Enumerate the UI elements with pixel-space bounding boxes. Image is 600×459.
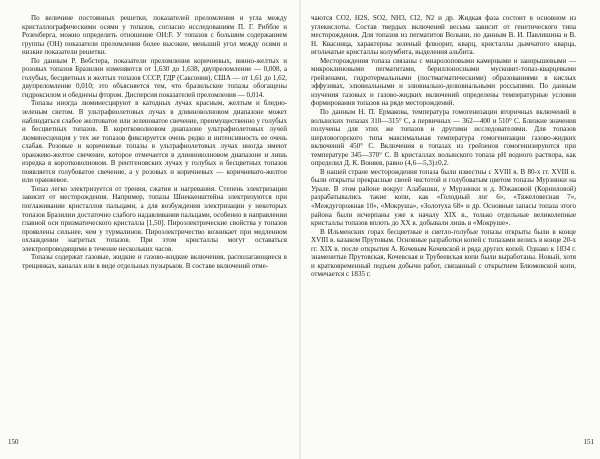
- right-paragraph-3: По данным Н. П. Ермакова, температура гомогенизации вторичных включений в волынских топазах 310—315° С, а первичных — 362—400 и 510° С. Близкие значения получены для этих же топазов и другими исследователями. Для топазов шерловогорского типа максимальная температура гомогенизации газово-жидких включений 450° С. Включения в топазах из грейзенов гомогенизируются при температуре 345—370° С. В кристаллах волынского топаза pH водного раствора, как определил Д. К. Воняев, равно (4,6—5,3)±0,2.: [311, 108, 576, 168]
- left-page-text: [22, 14, 287, 270]
- right-page: [311, 14, 594, 446]
- left-page-number: 150: [8, 438, 19, 446]
- left-paragraph-3: Топазы иногда люминесцируют в катодных лучах красным, желтым и бледно-зеленым светом. В ультрафиолетовых лучах в длинноволновом диапазоне может наблюдаться слабое желтоватое или зеленоватое свечение, преимущественно у голубых и бесцветных топазов. В коротковолновом диапазоне ультрафиолетовых лучей люминесценция у тех же топазов фиксируется очень редко и интенсивность ее очень слабая. Розовые и коричневые топазы в ультрафиолетовых лучах иногда имеют оранжево-желтое свечение, которое отмечается в длинноволновом диапазоне и лишь изредка в коротковолновом. В рентгеновских лучах у голубых и бесцветных топазов появляется голубоватое свечение, а у розовых и коричневых — коричневато-желтое или оранжевое.: [22, 99, 287, 185]
- left-paragraph-4: Топаз легко электризуется от трения, сжатия и нагревания. Степень электризации зависит от месторождения. Например, топазы Шнеккенштейна электризуются при поглаживании кристаллов пальцами, а для возбуждения электризации у некоторых топазов Бразилии достаточно слабого надавливания пальцами, особенно в направлении главной оси призматического кристалла [1,50]. Пироэлектрические свойства у топазов проявлены сильнее, чем у турмалинов. Пироэлектричество возникает при медленном охлаждении нагретых топазов. При этом кристаллы могут оставаться электропроводящими в течение нескольких часов.: [22, 184, 287, 253]
- left-page: [8, 14, 287, 446]
- left-paragraph-1: По величине постоянных решетки, показателей преломления и угла между кристаллографическими осями у топазов, согласно исследованиям П. Г. Риббле и Розенберга, можно определить отношение OH:F. У топазов с большим содержанием группы (OH) показатели преломления более высокие, меньший угол между осями и низкие показатели решетки.: [22, 14, 287, 57]
- right-page-text: [311, 14, 576, 279]
- right-paragraph-5: В Ильменских горах бесцветные и светло-голубые топазы открыты были в конце XVIII в. казаком Прутовым. Основные разработки копей с топазами велись в конце 20-х гг. XIX в. после открытия А. Кочевым Кочевской и ряда других копей. Однако к 1834 г. знаменитые Прутовская, Кочевская и Трубеевская копи были выработаны. Новый, хотя и кратковременный подъем добычи работ, связанный с открытием Блюмовской копи, отмечается с 1835 г.: [311, 227, 576, 279]
- left-paragraph-5: Топазы содержат газовые, жидкие и газово-жидкие включения, располагающиеся в трещинках, каналах или в виде отдельных пузырьков. В составе включений отме-: [22, 253, 287, 270]
- left-paragraph-2: По данным Р. Вебстера, показатели преломления коричневых, винно-желтых и розовых топазов Бразилии изменяются от 1,630 до 1,638, двупреломление — 0,008, а голубых, бесцветных и желтых топазов СССР, ГДР (Саксония), США — от 1,61 до 1,62, двупреломление 0,010; это объясняется тем, что бразильские топазы обогащены гидроксилом и обеднены фтором. Дисперсия показателей преломления — 0,014.: [22, 56, 287, 99]
- book-gutter: [299, 0, 301, 459]
- right-page-number: 151: [583, 438, 594, 446]
- right-paragraph-1: чаются CO2, H2S, SO2, NH3, Cl2, N2 и др. Жидкая фаза состоит в основном из углекислоты. Состав твердых включений весьма зависит от генетического типа месторождения. Для топазов из пегматитов Волыни, по данным В. И. Павлишина и В. Н. Квасница, характерны зеленый флюорит, кварц, кристаллы дымчатого кварца, игольчатые кристаллы колумбита, выделения альбита.: [311, 14, 576, 57]
- right-paragraph-4: В нашей стране месторождения топаза были известны с XVIII в. В 80-х гг. XVIII в. были открыты прекрасные своей чистотой и голубоватым цветом топазы Мурзинки на Урале. В этом районе вокруг Алабашки, у Мурзинки и д. Южаковой (Корниловой) разрабатывались такие копи, как «Голодный лог 6», «Тяжеловесная 7», «Междугорожная 10», «Мокруша», «Золотуха 68» и др. Основные запасы топаза этого района были исчерпаны уже к началу XIX в., только отдельные великолепные кристаллы топазов вплоть до XX в. добывали лишь в «Мокруше».: [311, 167, 576, 228]
- right-paragraph-2: Месторождения топаза связаны с миаролоповыми камерными и занорышевыми — микроклиновыми пегматитами, бериллоносными мусковит-топаз-кварцевыми грейзенами, гидротермальными (постмагматическими) образованиями в кислых эффузивах, элювиальными и элювиально-делювиальными россыпями. По данным изучения газовых и газово-жидких включений определены температурные условия формирования топазов на ряде месторождений.: [311, 56, 576, 108]
